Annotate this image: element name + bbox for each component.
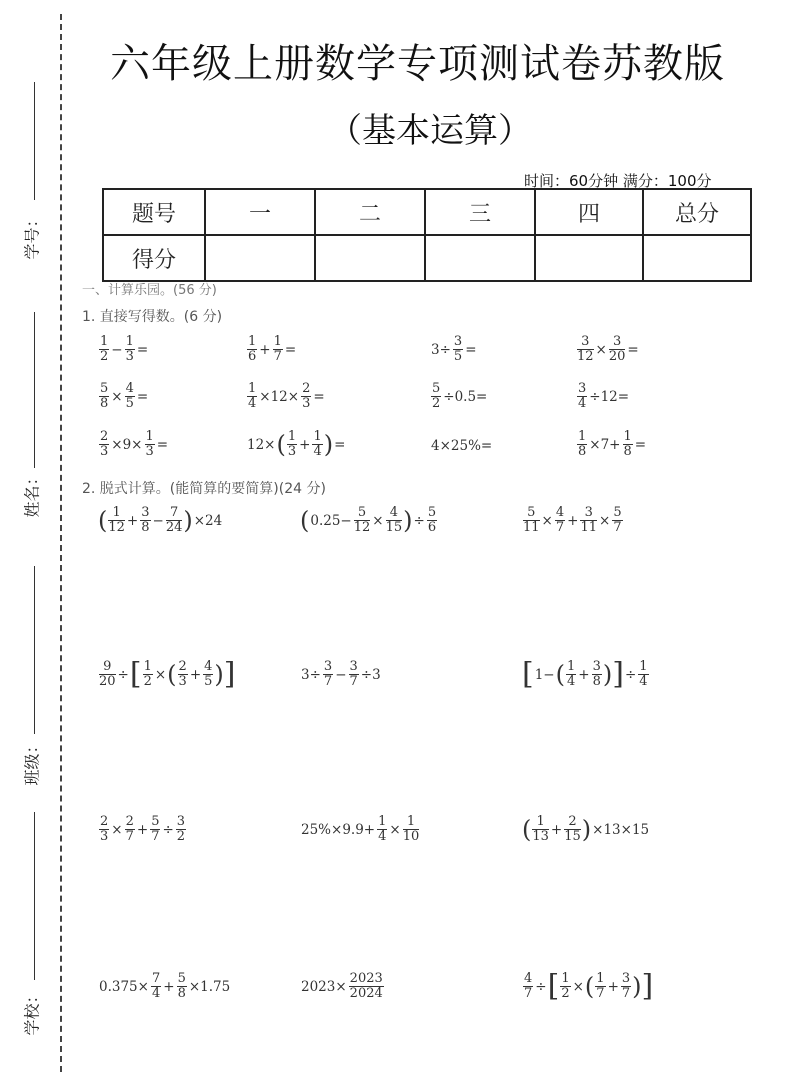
problem-2-12: $\frac{4}{7}$ ÷[ $\frac{1}{2}$ ×( $\frac{1}{7}$ + $\frac{3}{7}$ )] (524, 968, 654, 1004)
problem-1-7: $\frac{5}{2}$ ÷0.5= (432, 381, 488, 411)
name-label: 姓名： (22, 469, 42, 518)
score-entry-cell[interactable] (205, 235, 315, 281)
problem-2-5: 3÷ $\frac{3}{7}$ − $\frac{3}{7}$ ÷3 (301, 659, 381, 689)
problem-1-4: $\frac{3}{12}$ × $\frac{3}{20}$ = (577, 334, 639, 364)
problem-2-10: 0.375× $\frac{7}{4}$ + $\frac{5}{8}$ ×1.75 (99, 971, 231, 1001)
score-header-row (103, 189, 751, 235)
score-entry-cell[interactable] (315, 235, 425, 281)
problem-2-11: 2023× $\frac{2023}{2024}$ (301, 971, 383, 1001)
score-header-cell: 二 (315, 189, 425, 235)
school-label: 学校： (22, 987, 42, 1036)
problem-1-12: $\frac{1}{8}$ ×7+ $\frac{1}{8}$ = (578, 429, 647, 459)
score-entry-row (103, 235, 751, 281)
problem-2-6: [1−( $\frac{1}{4}$ + $\frac{3}{8}$ )]÷ $\frac{1}{4}$ (522, 656, 648, 692)
class-label: 班级： (22, 737, 42, 786)
problem-2-7: $\frac{2}{3}$ × $\frac{2}{7}$ + $\frac{5}{7}$ ÷ $\frac{3}{2}$ (100, 814, 186, 844)
school-underline (34, 812, 35, 980)
section-one-heading: 一、计算乐园。(56 分) (82, 283, 217, 298)
problem-1-3: 3÷ $\frac{3}{5}$ = (431, 334, 477, 364)
score-header-cell: 总分 (643, 189, 751, 235)
problem-1-8: $\frac{3}{4}$ ÷12= (578, 381, 630, 411)
student-id-underline (34, 82, 35, 200)
problem-2-2: (0.25− $\frac{5}{12}$ × $\frac{4}{15}$ )÷ $\frac{5}{6}$ (300, 505, 437, 535)
score-header-cell: 四 (535, 189, 643, 235)
problem-1-11: 4×25%= (431, 437, 493, 454)
score-table (102, 188, 752, 282)
score-header-cell: 题号 (103, 189, 205, 235)
problem-1-5: $\frac{5}{8}$ × $\frac{4}{5}$ = (100, 381, 149, 411)
score-header-cell: 三 (425, 189, 535, 235)
problem-2-9: ( $\frac{1}{13}$ + $\frac{2}{15}$ )×13×15 (522, 814, 650, 844)
score-entry-cell[interactable] (425, 235, 535, 281)
problem-1-2: $\frac{1}{6}$ + $\frac{1}{7}$ = (248, 334, 297, 364)
name-underline (34, 312, 35, 468)
score-entry-cell[interactable] (643, 235, 751, 281)
score-entry-cell[interactable] (535, 235, 643, 281)
score-row-label: 得分 (103, 235, 205, 281)
page-title: 六年级上册数学专项测试卷苏教版 (110, 41, 725, 87)
problem-1-10: 12×( $\frac{1}{3}$ + $\frac{1}{4}$ )= (247, 429, 346, 459)
problem-1-1: $\frac{1}{2}$ − $\frac{1}{3}$ = (100, 334, 149, 364)
score-header-cell: 一 (205, 189, 315, 235)
student-id-label: 学号： (22, 211, 42, 260)
part-one-heading: 1. 直接写得数。(6 分) (82, 309, 223, 325)
problem-2-4: $\frac{9}{20}$ ÷[ $\frac{1}{2}$ ×( $\frac{2}{3}$ + $\frac{4}{5}$ )] (99, 656, 236, 692)
page-subtitle: （基本运算） (328, 111, 532, 151)
problem-2-1: ( $\frac{1}{12}$ + $\frac{3}{8}$ − $\frac{7}{24}$ )×24 (98, 505, 223, 535)
problem-1-6: $\frac{1}{4}$ ×12× $\frac{2}{3}$ = (248, 381, 325, 411)
problem-2-3: $\frac{5}{11}$ × $\frac{4}{7}$ + $\frac{3}{11}$ × $\frac{5}{7}$ (523, 505, 622, 535)
problem-1-9: $\frac{2}{3}$ ×9× $\frac{1}{3}$ = (100, 429, 169, 459)
problem-2-8: 25%×9.9+ $\frac{1}{4}$ × $\frac{1}{10}$ (301, 814, 420, 844)
class-underline (34, 566, 35, 734)
binding-dashed-line (60, 14, 62, 1072)
part-two-heading: 2. 脱式计算。(能简算的要简算)(24 分) (82, 481, 326, 497)
time-score-info: 时间：60分钟 满分：100分 (524, 172, 712, 190)
